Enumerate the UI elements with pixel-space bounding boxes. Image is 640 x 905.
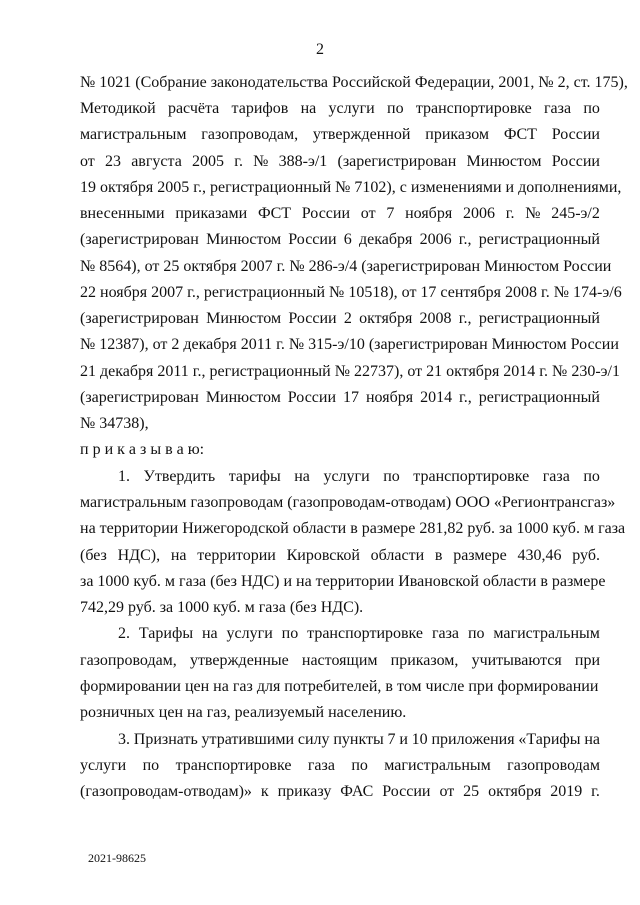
- word: октября: [359, 310, 413, 327]
- text-line: 21 декабря 2011 г., регистрационный № 22737), от 21 октября 2014 г. № 230-э/1: [80, 363, 620, 380]
- word: услуги: [80, 757, 127, 774]
- word: транспортировке: [175, 757, 292, 774]
- word: 17: [343, 389, 359, 406]
- text-line: [80, 782, 600, 802]
- word: 430,46: [517, 547, 562, 564]
- word: (зарегистрирован: [337, 153, 457, 170]
- text-line: магистральным газопроводам (газопроводам-отводам) ООО «Регионтрансгаз»: [80, 494, 616, 511]
- word: пункты: [333, 731, 384, 748]
- word: 2005: [192, 153, 224, 170]
- word: г.: [505, 205, 515, 222]
- word: и: [399, 731, 408, 748]
- word: приказами: [175, 205, 248, 222]
- word: газа: [542, 468, 570, 485]
- word: 7: [386, 205, 395, 222]
- word: Минюстом: [206, 310, 282, 327]
- text-line: [118, 730, 600, 750]
- word: магистральным: [80, 126, 187, 143]
- word: ноября: [405, 205, 453, 222]
- word: России: [288, 310, 337, 327]
- word: газа: [543, 100, 572, 117]
- word: силу: [297, 731, 330, 748]
- word: тарифов: [231, 100, 289, 117]
- word: Тарифы: [138, 625, 194, 642]
- word: 2.: [118, 625, 130, 642]
- word: 10: [411, 731, 428, 748]
- text-line: [80, 756, 600, 776]
- word: России: [551, 153, 600, 170]
- word: на: [201, 625, 218, 642]
- word: Минюстом: [206, 231, 282, 248]
- word: по: [383, 468, 400, 485]
- word: 2006: [419, 231, 452, 248]
- word: 2014: [420, 389, 453, 406]
- text-line: 22 ноября 2007 г., регистрационный № 10518), от 17 сентября 2008 г. № 174-э/6: [80, 284, 622, 301]
- word: России: [287, 389, 337, 406]
- word: Минюстом: [205, 389, 281, 406]
- word: регистрационный: [478, 310, 600, 327]
- word: транспортировке: [307, 625, 424, 642]
- text-line: № 1021 (Собрание законодательства Российской Федерации, 2001, № 2, ст. 175),: [80, 74, 628, 91]
- word: газа: [307, 757, 335, 774]
- word: Минюстом: [466, 153, 542, 170]
- word: на: [300, 100, 317, 117]
- word: 7: [387, 731, 396, 748]
- word: приказом: [425, 126, 490, 143]
- text-line: [80, 546, 600, 566]
- word: 2: [343, 310, 352, 327]
- word: приказом,: [390, 652, 459, 669]
- text-line: [80, 125, 600, 145]
- word: 2006: [462, 205, 495, 222]
- word: г.: [234, 153, 243, 170]
- document-code: 2021-98625: [88, 851, 146, 865]
- word: России: [301, 205, 351, 222]
- word: по: [467, 625, 485, 642]
- word: тарифы: [228, 468, 281, 485]
- word: утвержденной: [312, 126, 411, 143]
- word: области: [370, 547, 425, 564]
- word: 25: [463, 783, 480, 800]
- word: от: [360, 205, 376, 222]
- word: размере: [453, 547, 507, 564]
- word: газопроводам,: [80, 652, 177, 669]
- text-line: 19 октября 2005 г., регистрационный № 7102), с изменениями и дополнениями,: [80, 179, 622, 196]
- text-line: [118, 467, 600, 487]
- word: руб.: [572, 547, 600, 564]
- word: к: [260, 783, 269, 800]
- word: учитываются: [471, 652, 562, 669]
- word: газопроводам: [507, 757, 600, 774]
- word: услуги: [328, 100, 375, 117]
- word: газопроводам,: [201, 126, 299, 143]
- word: на: [294, 468, 310, 485]
- text-line: [118, 624, 600, 644]
- word: 245-э/2: [551, 205, 600, 222]
- word: магистральным: [384, 757, 491, 774]
- order-word: п р и к а з ы в а ю:: [80, 441, 205, 458]
- text-line: на территории Нижегородской области в размере 281,82 руб. за 1000 куб. м газа: [80, 520, 626, 537]
- word: регистрационный: [478, 389, 600, 406]
- word: (без: [80, 547, 107, 564]
- word: 388-э/1: [278, 153, 328, 170]
- word: утратившими: [201, 731, 295, 748]
- word: августа: [131, 153, 182, 170]
- text-line: формировании цен на газ для потребителей, в том числе при формировании: [80, 678, 599, 695]
- word: ФСТ: [257, 205, 292, 222]
- word: услуги: [323, 468, 370, 485]
- word: от: [80, 153, 95, 170]
- word: 6: [343, 231, 352, 248]
- word: России: [288, 231, 337, 248]
- word: магистральным: [493, 625, 600, 642]
- word: «Тарифы: [518, 731, 581, 748]
- text-line: [80, 388, 600, 408]
- word: России: [551, 126, 600, 143]
- word: г.,: [458, 231, 472, 248]
- text-line: [80, 204, 600, 224]
- word: транспортировке: [415, 100, 532, 117]
- word: России: [382, 783, 431, 800]
- word: Методикой: [80, 100, 156, 117]
- word: расчёта: [167, 100, 220, 117]
- word: 23: [104, 153, 121, 170]
- word: территории: [197, 547, 276, 564]
- word: (зарегистрирован: [80, 389, 199, 406]
- word: 2019: [550, 783, 583, 800]
- word: (газопроводам-отводам)»: [80, 783, 252, 800]
- text-line: [80, 230, 600, 250]
- word: по: [583, 100, 600, 117]
- word: по: [387, 100, 404, 117]
- word: в: [434, 547, 443, 564]
- text-line: № 8564), от 25 октября 2007 г. № 286-э/4 (зарегистрирован Минюстом России: [80, 258, 612, 275]
- word: (зарегистрирован: [80, 231, 199, 248]
- word: настоящим: [301, 652, 378, 669]
- word: г.: [591, 783, 600, 800]
- word: октября: [488, 783, 542, 800]
- word: г.,: [458, 310, 472, 327]
- word: Кировской: [286, 547, 360, 564]
- word: ФАС: [340, 783, 374, 800]
- word: по: [281, 625, 299, 642]
- word: ноября: [365, 389, 414, 406]
- word: по: [142, 757, 160, 774]
- word: 3.: [118, 731, 130, 748]
- word: транспортировке: [413, 468, 530, 485]
- word: по: [583, 468, 600, 485]
- word: (зарегистрирован: [80, 310, 199, 327]
- word: на: [170, 547, 187, 564]
- word: от: [439, 783, 455, 800]
- text-line: розничных цен на газ, реализуемый населению.: [80, 704, 407, 721]
- word: НДС),: [117, 547, 161, 564]
- word: декабря: [358, 231, 413, 248]
- word: 1.: [118, 468, 130, 485]
- word: Утвердить: [143, 468, 216, 485]
- text-line: [80, 152, 600, 172]
- word: на: [584, 731, 600, 748]
- word: регистрационный: [478, 231, 600, 248]
- text-line: [80, 99, 600, 119]
- word: приложения: [431, 731, 515, 748]
- word: ФСТ: [503, 126, 537, 143]
- word: г.,: [459, 389, 472, 406]
- text-line: № 12387), от 2 декабря 2011 г. № 315-э/10 (зарегистрирован Минюстом России: [80, 336, 619, 353]
- word: №: [253, 153, 269, 170]
- text-line: № 34738),: [80, 415, 149, 432]
- word: №: [525, 205, 541, 222]
- text-line: 742,29 руб. за 1000 куб. м газа (без НДС).: [80, 599, 364, 616]
- page-number: 2: [316, 41, 324, 58]
- word: газа: [431, 625, 460, 642]
- text-line: [80, 309, 600, 329]
- text-line: за 1000 куб. м газа (без НДС) и на территории Ивановской области в размере: [80, 573, 606, 590]
- word: при: [574, 652, 600, 669]
- word: приказу: [277, 783, 332, 800]
- word: внесенными: [80, 205, 165, 222]
- text-line: [80, 651, 600, 671]
- word: Признать: [133, 731, 198, 748]
- word: утвержденные: [189, 652, 289, 669]
- word: по: [351, 757, 368, 774]
- word: услуги: [226, 625, 273, 642]
- word: 2008: [419, 310, 452, 327]
